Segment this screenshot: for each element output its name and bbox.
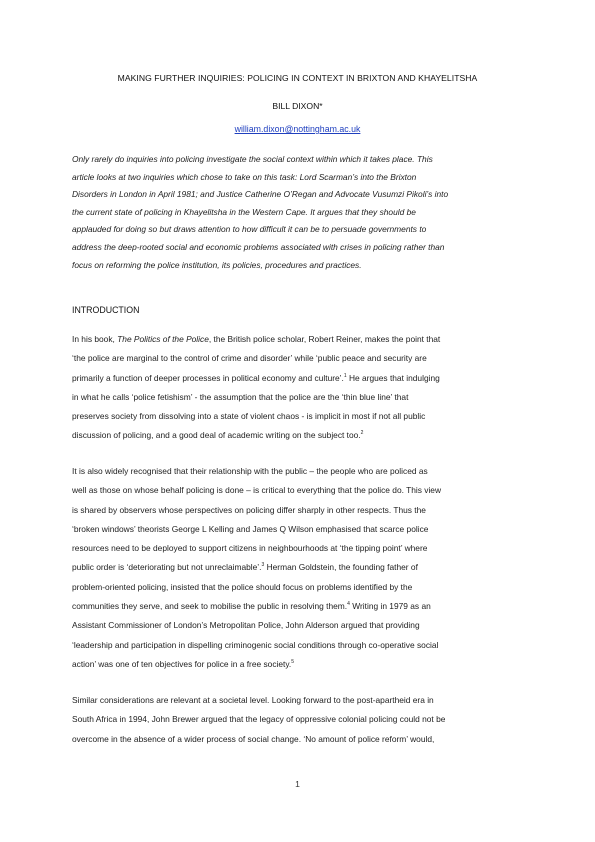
abstract-line: the current state of policing in Khayelitsha in the Western Cape. It argues that they should be [72,206,416,217]
text-run: Writing in 1979 as an [349,601,431,612]
paragraph-line: well as those on whose behalf policing is done – is critical to everything that the police do. This view [72,485,442,496]
footnote-ref[interactable]: 5 [291,659,295,666]
abstract [72,151,528,274]
abstract-line: focus on reforming the police institution, its policies, procedures and practices. [72,259,362,270]
author-email-link[interactable]: william.dixon@nottingham.ac.uk [234,124,361,134]
paragraph-line: Assistant Commissioner of London’s Metropolitan Police, John Alderson argued that providing [72,620,420,631]
text-run: Herman Goldstein, the founding father of [264,562,418,573]
footnote-ref[interactable]: 3 [261,562,265,569]
paragraph-line: It is also widely recognised that their relationship with the public – the people who are policed as [72,466,428,476]
text-run: communities they serve, and seek to mobilise the public in resolving them. [72,601,348,612]
paragraph-line: in what he calls ‘police fetishism’ - the assumption that the police are the ‘thin blue line’ that [72,391,409,402]
paragraph-line: South Africa in 1994, John Brewer argued that the legacy of oppressive colonial policing could not be [72,714,446,725]
paragraph-line [72,426,528,445]
text-run: In his book, [72,334,118,344]
footnote-ref[interactable]: 2 [360,430,364,437]
paragraph-line: Similar considerations are relevant at a societal level. Looking forward to the post-apartheid era in [72,695,434,705]
abstract-line: Only rarely do inquiries into policing investigate the social context within which it takes place. This [72,154,433,164]
paragraph-line: overcome in the absence of a wider process of social change. ‘No amount of police reform’ would, [72,733,435,744]
paragraph-line: resources need to be deployed to support citizens in neighbourhoods at ‘the tipping point’ where [72,543,428,554]
paragraph-line: ‘leadership and participation in dispelling criminogenic social conditions through co-operative social [72,639,439,650]
abstract-line: article looks at two inquiries which chose to take on this task: Lord Scarman’s into the Brixton [72,171,417,182]
paragraph-line [72,655,528,674]
paragraph-line [72,558,528,577]
paragraph-line: ‘the police are marginal to the control of crime and disorder’ while ‘public peace and security are [72,353,427,364]
book-title: The Politics of the Police [117,334,209,344]
abstract-line: address the deep-rooted social and economic problems associated with crises in policing rather than [72,241,445,252]
footnote-ref[interactable]: 1 [343,372,347,379]
paragraph-line [72,330,528,349]
paragraph-2 [72,462,528,674]
text-run: action’ was one of ten objectives for police in a free society. [72,658,292,669]
paragraph-line: ‘broken windows’ theorists George L Kelling and James Q Wilson emphasised that scarce police [72,523,429,534]
section-heading: INTRODUCTION [72,305,140,315]
page-number: 1 [295,779,300,789]
paragraph-1 [72,330,528,446]
text-run: public order is ‘deteriorating but not unreclaimable’. [72,562,262,573]
paragraph-line: preserves society from dissolving into a state of violent chaos - is implicit in most if not all public [72,411,426,422]
footnote-ref[interactable]: 4 [347,601,350,608]
paragraph-line: is shared by observers whose perspectives on policing differ sharply in other respects. Thus the [72,504,426,515]
text-run: , the British police scholar, Robert Reiner, makes the point that [208,334,441,344]
text-run: discussion of policing, and a good deal of academic writing on the subject too. [72,430,361,441]
paragraph-3 [72,691,528,749]
text-run: He argues that indulging [346,372,440,383]
paragraph-line [72,369,528,388]
abstract-line: Disorders in London in April 1981; and Justice Catherine O’Regan and Advocate Vusumzi Pikoli’s into [72,189,449,200]
text-run: primarily a function of deeper processes in political economy and culture’. [72,372,344,383]
paragraph-line [72,597,528,616]
author-name: BILL DIXON* [272,101,323,111]
article-title: MAKING FURTHER INQUIRIES: POLICING IN CONTEXT IN BRIXTON AND KHAYELITSHA [117,73,478,83]
paragraph-line: problem-oriented policing, insisted that the police should focus on problems identified by the [72,581,413,592]
abstract-line: applauded for doing so but draws attention to how difficult it can be to persuade governments to [72,224,427,235]
